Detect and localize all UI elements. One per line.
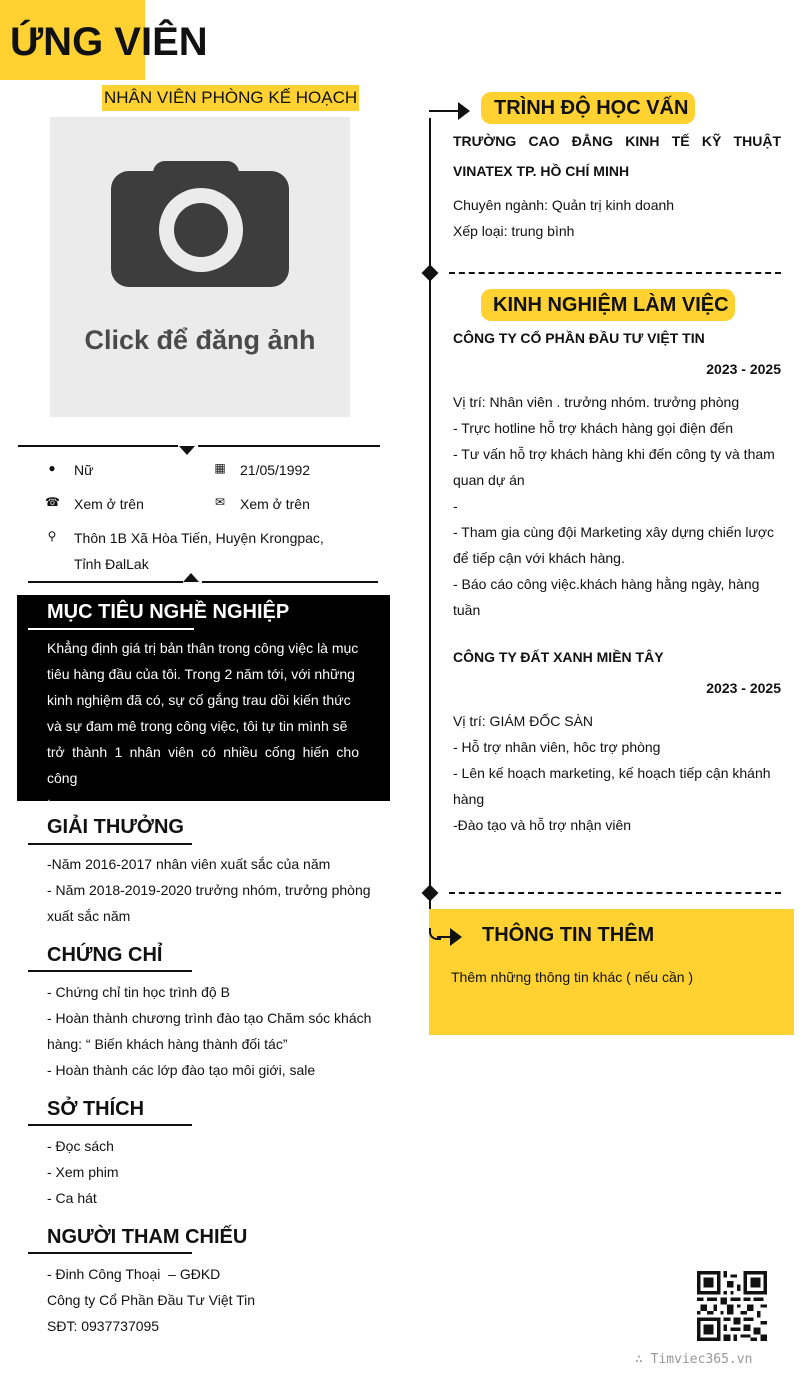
qr-code: [697, 1271, 767, 1341]
candidate-name: ỨNG VIÊN: [10, 20, 208, 64]
arrow-right-icon: [450, 928, 462, 946]
school-name-line2: VINATEX TP. HỒ CHÍ MINH: [453, 163, 630, 179]
divider: [202, 581, 378, 583]
experience-title: KINH NGHIỆM LÀM VIỆC: [493, 294, 729, 316]
address-line2: Tỉnh ĐalLak: [74, 556, 149, 572]
awards-title: GIẢI THƯỞNG: [47, 816, 184, 838]
timeline-line: [429, 118, 431, 928]
footer-brand: ∴ Timviec365.vn: [635, 1352, 753, 1367]
location-icon: ⚲: [47, 529, 57, 543]
phone-icon: ☎: [45, 495, 60, 509]
hobbies-text: - Đọc sách - Xem phim - Ca hát: [47, 1138, 119, 1206]
school-name-line1: TRƯỜNG CAO ĐẲNG KINH TẾ KỸ THUẬT: [453, 133, 781, 149]
user-icon: ●: [48, 461, 56, 475]
job-years: 2023 - 2025: [706, 361, 781, 377]
divider: [18, 445, 178, 447]
job-details: Vị trí: GIÁM ĐỐC SÀN - Hỗ trợ nhân viên, hôc trợ phòng - Lên kế hoạch marketing, kế hoạch tiếp cận khánh hàng -Đào tạo và hỗ trợ nhận viên: [453, 713, 771, 833]
photo-upload[interactable]: [50, 117, 350, 417]
references-title: NGƯỜI THAM CHIẾU: [47, 1226, 248, 1248]
job-company: CÔNG TY CỔ PHẦN ĐẦU TƯ VIỆT TIN: [453, 330, 705, 346]
divider: [198, 445, 380, 447]
phone: Xem ở trên: [74, 496, 144, 512]
divider: [449, 892, 781, 894]
calendar-icon: ▦: [214, 461, 226, 475]
job-details: Vị trí: Nhân viên . trưởng nhóm. trưởng phòng - Trực hotline hỗ trợ khách hàng gọi điện đến - Tư vấn hỗ trợ khách hàng khi đến công ty và tham quan dự án - - Tham gia cùng đội Marketing xây dựng chiến lược để tiếp cận với khách hàng. - Báo cáo công việc.khách hàng hằng ngày, hàng tuần: [453, 394, 775, 618]
awards-text: -Năm 2016-2017 nhân viên xuất sắc của năm - Năm 2018-2019-2020 trưởng nhóm, trưởng phòng xuất sắc năm: [47, 856, 371, 924]
divider: [28, 581, 183, 583]
education-grade: Xếp loại: trung bình: [453, 223, 575, 239]
education-major: Chuyên ngành: Quản trị kinh doanh: [453, 197, 675, 213]
extra-info-title: THÔNG TIN THÊM: [482, 924, 655, 946]
job-years: 2023 - 2025: [706, 680, 781, 696]
email-icon: ✉: [214, 495, 226, 509]
gender: Nữ: [74, 462, 94, 478]
birthday: 21/05/1992: [240, 462, 311, 478]
job-company: CÔNG TY ĐẤT XANH MIỀN TÂY: [453, 649, 664, 665]
hobbies-title: SỞ THÍCH: [47, 1098, 145, 1120]
certificates-text: - Chứng chỉ tin học trình độ B - Hoàn thành chương trình đào tạo Chăm sóc khách hàng: “ Biến khách hàng thành đối tác” - Hoàn thành các lớp đào tạo môi giới, sale: [47, 984, 372, 1078]
arrow-right-icon: [458, 102, 470, 120]
objective-section: [17, 595, 390, 812]
references-text: - Đinh Công Thoại – GĐKD Công ty Cổ Phần Đầu Tư Việt Tin SĐT: 0937737095: [47, 1266, 256, 1334]
education-title: TRÌNH ĐỘ HỌC VẤN: [494, 97, 689, 119]
address-line1: Thôn 1B Xã Hòa Tiến, Huyện Krongpac,: [74, 530, 324, 546]
objective-title: MỤC TIÊU NGHỀ NGHIỆP: [47, 601, 290, 623]
objective-text: Khẳng định giá trị bản thân trong công việc là mục tiêu hàng đầu của tôi. Trong 2 năm tới, với những kinh nghiệm đã có, sự cố gắng trau dồi kiến thức và sự đam mê trong công việc, tôi tự tin mình sẽ trở thành 1 nhân viên có nhiều cống hiến cho công ty: [47, 640, 359, 812]
photo-upload-label: Click để đăng ảnh: [84, 325, 316, 355]
job-title: NHÂN VIÊN PHÒNG KẾ HOẠCH: [102, 85, 359, 111]
divider: [449, 272, 781, 274]
extra-info-text: Thêm những thông tin khác ( nếu cần ): [451, 969, 694, 985]
email: Xem ở trên: [240, 496, 310, 512]
certificates-title: CHỨNG CHỈ: [47, 944, 163, 966]
